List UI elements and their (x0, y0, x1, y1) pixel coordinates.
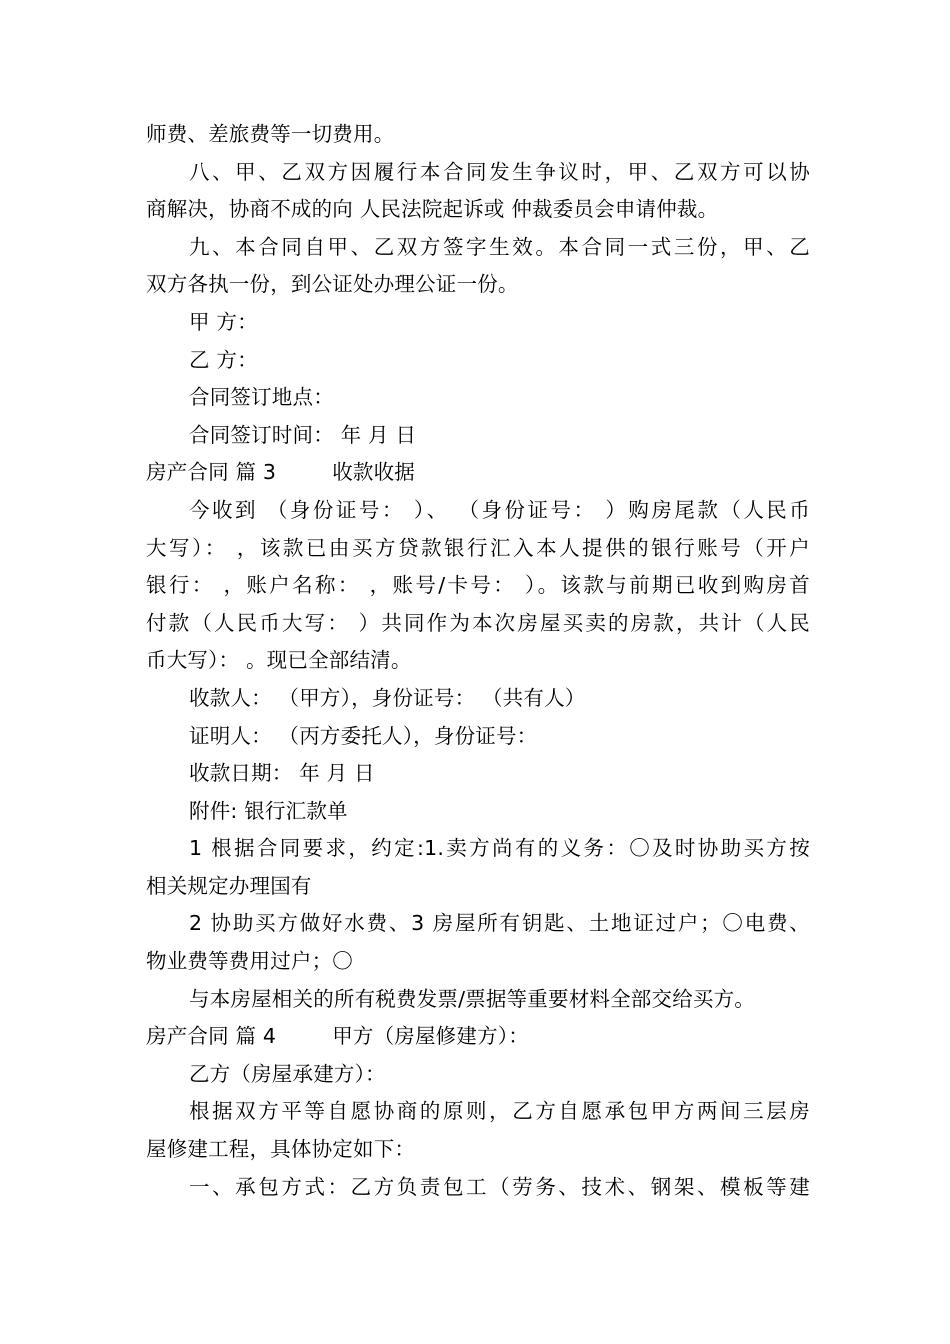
signing-place: 合同签订地点： (189, 385, 334, 410)
section-heading-rest: 收款收据 (332, 460, 415, 485)
text-line: 九、本合同自甲、乙双方签字生效。本合同一式三份，甲、乙 (189, 234, 810, 259)
text-line: 根据双方平等自愿协商的原则，乙方自愿承包甲方两间三层房 (189, 1099, 810, 1124)
text-line: 今收到 （身份证号： ）、 （身份证号： ）购房尾款（人民币 (189, 497, 810, 522)
section-heading (146, 454, 810, 492)
signature-party-a: 甲 方： (189, 309, 258, 334)
payee-line: 收款人： （甲方），身份证号： （共有人） (189, 685, 586, 710)
receipt-date-line: 收款日期： 年 月 日 (189, 761, 375, 786)
text-line: 1 根据合同要求，约定:1.卖方尚有的义务：〇及时协助买方按 (189, 836, 810, 861)
text-line: 商解决，协商不成的向 人民法院起诉或 仲裁委员会申请仲裁。 (146, 197, 719, 222)
text-line: 乙方（房屋承建方）： (189, 1061, 386, 1086)
text-line: 付款（人民币大写： ）共同作为本次房屋买卖的房款，共计（人民 (146, 610, 810, 635)
text-line: 双方各执一份，到公证处办理公证一份。 (146, 272, 519, 297)
text-line: 2 协助买方做好水费、3 房屋所有钥匙、土地证过户；〇电费、 (189, 911, 810, 936)
text-line: 屋修建工程，具体协定如下： (146, 1137, 416, 1162)
section-heading-title: 房产合同 篇 4 (146, 1024, 277, 1049)
attachment-line: 附件: 银行汇款单 (189, 798, 348, 823)
section-heading (146, 1018, 810, 1056)
text-line: 与本房屋相关的所有税费发票/票据等重要材料全部交给买方。 (189, 986, 756, 1011)
text-line: 相关规定办理国有 (146, 873, 312, 898)
witness-line: 证明人： （丙方委托人），身份证号： (189, 723, 538, 748)
text-line: 币大写）： 。现已全部结清。 (146, 648, 412, 673)
text-line: 八、甲、乙双方因履行本合同发生争议时，甲、乙双方可以协 (189, 159, 810, 184)
text-line: 大写）： ，该款已由买方贷款银行汇入本人提供的银行账号（开户 (146, 535, 810, 560)
text-line: 银行： ，账户名称： ，账号/卡号： ）。该款与前期已收到购房首 (146, 573, 810, 598)
section-heading-rest: 甲方（房屋修建方）： (332, 1024, 529, 1049)
text-line: 一、承包方式：乙方负责包工（劳务、技术、钢架、模板等建 (189, 1174, 810, 1199)
signing-date: 合同签订时间： 年 月 日 (189, 422, 417, 447)
section-heading-title: 房产合同 篇 3 (146, 460, 277, 485)
document-body (146, 116, 810, 1206)
signature-party-b: 乙 方： (189, 347, 258, 372)
text-line: 师费、差旅费等一切费用。 (146, 122, 395, 146)
text-line: 物业费等费用过户；〇 (146, 949, 353, 974)
